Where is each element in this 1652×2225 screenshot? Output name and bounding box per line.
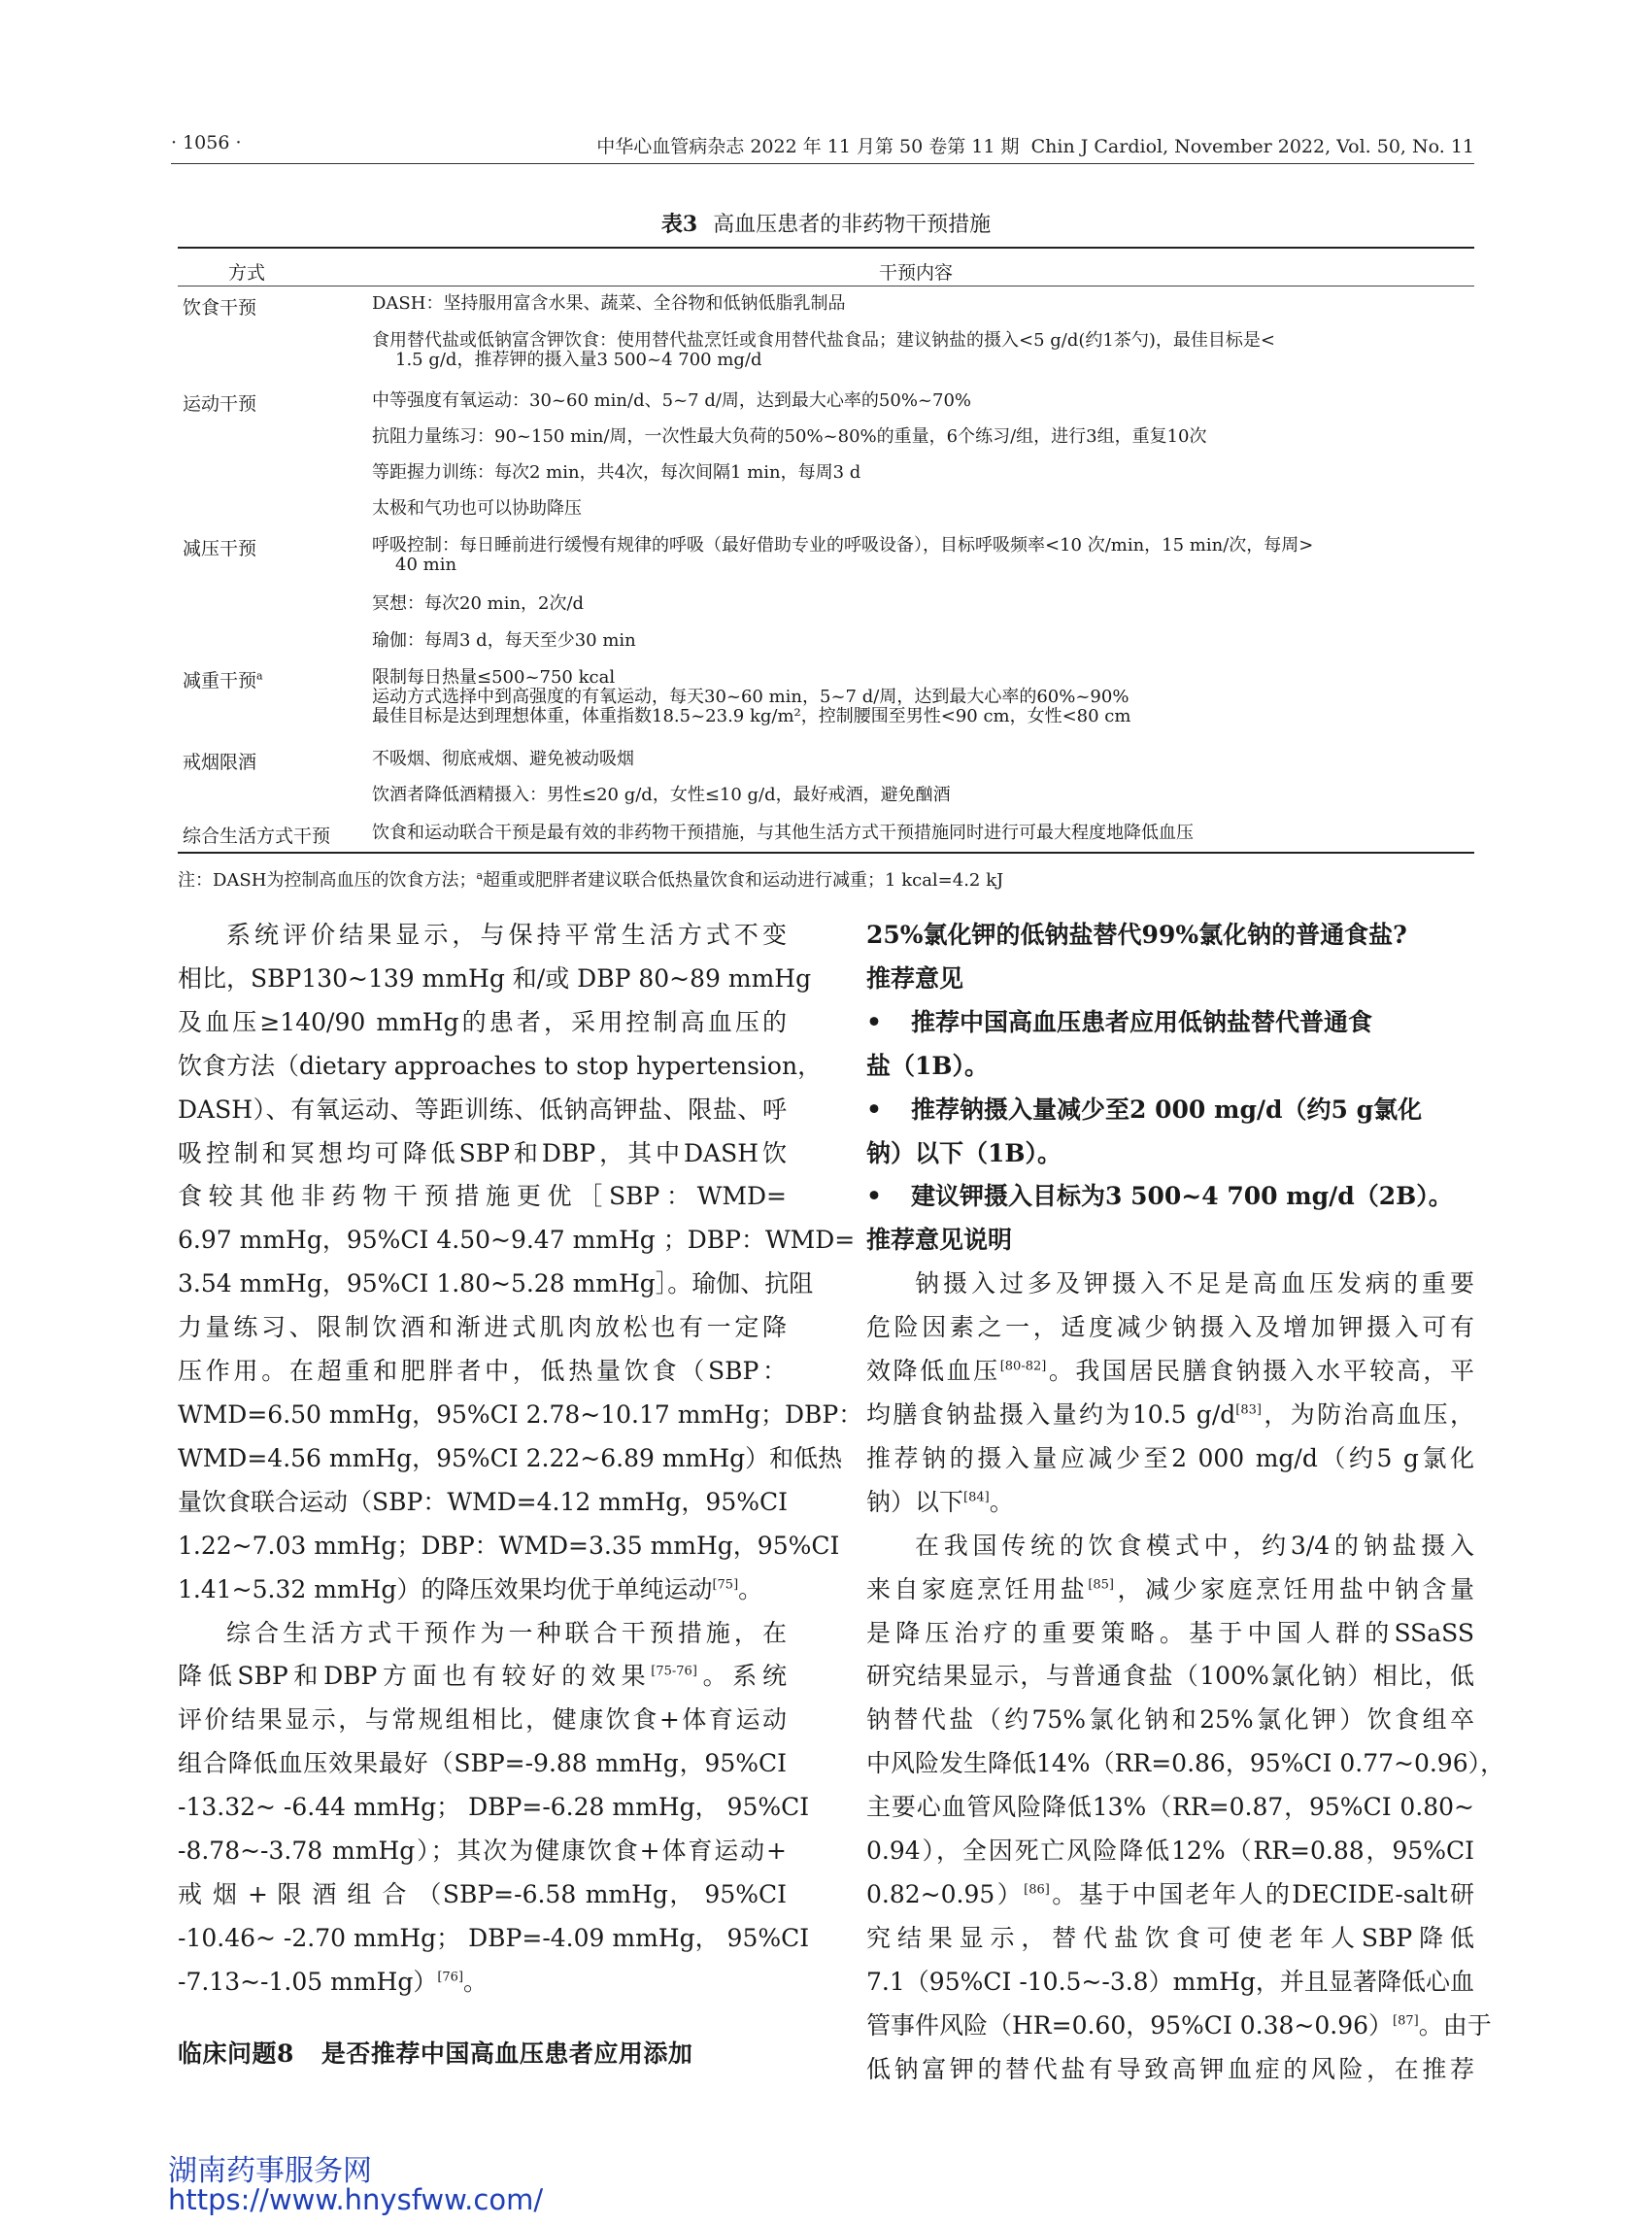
- citation: [87]: [1393, 2013, 1419, 2029]
- table-cell: 瑜伽：每周3 d，每天至少30 min: [372, 630, 636, 651]
- table-cell: 食用替代盐或低钠富含钾饮食：使用替代盐烹饪或食用替代盐食品；建议钠盐的摄入<5 g/d(约1茶勺)，最佳目标是< 1.5 g/d，推荐钾的摄入量3 500~4 700 mg/d: [372, 330, 1275, 370]
- table-cell: 中等强度有氧运动：30~60 min/d、5~7 d/周，达到最大心率的50%~70%: [372, 390, 972, 411]
- table-row-category: 戒烟限酒: [183, 752, 257, 773]
- watermark-url[interactable]: https://www.hnysfww.com/: [168, 2183, 544, 2216]
- citation: [85]: [1088, 1577, 1114, 1593]
- recommendation-item: • 推荐中国高血压患者应用低钠盐替代普通食: [866, 1007, 1373, 1036]
- table-cell: 等距握力训练：每次2 min，共4次，每次间隔1 min，每周3 d: [372, 462, 861, 483]
- table-cell: 冥想：每次20 min，2次/d: [372, 593, 585, 614]
- header-rule: [171, 163, 1474, 164]
- table-cell: DASH：坚持服用富含水果、蔬菜、全谷物和低钠低脂乳制品: [372, 293, 846, 314]
- table-cell: 饮食和运动联合干预是最有效的非药物干预措施，与其他生活方式干预措施同时进行可最大程度地降低血压: [372, 823, 1194, 843]
- paragraph: 系统评价结果显示，与保持平常生活方式不变 相比，SBP130~139 mmHg 和/或 DBP 80~89 mmHg 及血压≥140/90 mmHg的患者，采用控制高血压的 饮食方法（dietary approaches to stop hypertension， DASH）、有氧运动、等距训练、低钠高钾盐、限盐、呼 吸控制和冥想均可降低SBP和DBP，其中DASH饮 食较其他非药物干预措施更优［SBP：WMD= 6.97 mmHg，95%CI 4.50~9.47 mmHg ；DBP：WMD= 3.54 mmHg，95%CI 1.80~5.28 mmHg］。瑜伽、抗阻 力量练习、限制饮酒和渐进式肌肉放松也有一定降 压作用。在超重和肥胖者中，低热量饮食（SBP： WMD=6.50 mmHg，95%CI 2.78~10.17 mmHg；DBP： WMD=4.56 mmHg，95%CI 2.22~6.89 mmHg）和低热 量饮食联合运动（SBP：WMD=4.12 mmHg，95%CI 1.22~7.03 mmHg；DBP：WMD=3.35 mmHg，95%CI 1.41~5.32 mmHg）的降压效果均优于单纯运动[75]。: [178, 921, 863, 1603]
- page-number: · 1056 ·: [171, 132, 242, 153]
- left-column: [178, 914, 863, 2005]
- table-cell: 抗阻力量练习：90~150 min/周，一次性最大负荷的50%~80%的重量，6个练习/组，进行3组，重复10次: [372, 426, 1207, 447]
- paragraph: 钠摄入过多及钾摄入不足是高血压发病的重要 危险因素之一，适度减少钠摄入及增加钾摄入可有 效降低血压[80-82]。我国居民膳食钠摄入水平较高，平 均膳食钠盐摄入量约为10.5 g/d[83]，为防治高血压， 推荐钠的摄入量应减少至2 000 mg/d（约5 g氯化 钠）以下[84]。: [866, 1269, 1474, 1516]
- table-header-method: 方式: [228, 262, 266, 284]
- citation: [75]: [712, 1577, 739, 1593]
- citation: [83]: [1235, 1402, 1262, 1418]
- clinical-question-heading: 临床问题8 是否推荐中国高血压患者应用添加: [178, 2040, 693, 2068]
- table-cell: 饮酒者降低酒精摄入：男性≤20 g/d，女性≤10 g/d，最好戒酒，避免酗酒: [372, 785, 951, 805]
- table-cell: 太极和气功也可以协助降压: [372, 498, 582, 519]
- right-column: 25%氯化钾的低钠盐替代99%氯化钠的普通食盐? 推荐意见 • 推荐中国高血压患者应用低钠盐替代普通食 盐（1B）。 • 推荐钠摄入量减少至2 000 mg/d（约5 g氯化 钠）以下（1B）。 • 建议钾摄入目标为3 500~4 700 mg/d（2B）。 推荐意见说明 钠摄入过多及钾摄入不足是高血压发病的重要 危险因素之一，适度减少钠摄入及增加钾摄入可有 效降低血压[80-82]。我国居民膳食钠摄入水平较高，平 均膳食钠盐摄入量约为10.5 g/d[83]，为防治高血压， 推荐钠的摄入量应减少至2 000 mg/d（约5 g氯化 钠）以下[84]。 在我国传统的饮食模式中，约3/4的钠盐摄入 来自家庭烹饪用盐[85]，减少家庭烹饪用盐中钠含量 是降压治疗的重要策略。基于中国人群的SSaSS 研究结果显示，与普通食盐（100%氯化钠）相比，低 钠替代盐（约75%氯化钠和25%氯化钾）饮食组卒 中风险发生降低14%（RR=0.86，95%CI 0.77~0.96）， 主要心血管风险降低13%（RR=0.87，95%CI 0.80~ 0.94），全因死亡风险降低12%（RR=0.88，95%CI 0.82~0.95）[86]。基于中国老年人的DECIDE-salt研 究结果显示，替代盐饮食可使老年人SBP降低 7.1（95%CI -10.5~-3.8）mmHg，并且显著降低心血 管事件风险（HR=0.60，95%CI 0.38~0.96）[87]。由于 低钠富钾的替代盐有导致高钾血症的风险，在推荐: [866, 914, 1474, 2091]
- clinical-question-continued: 25%氯化钾的低钠盐替代99%氯化钠的普通食盐?: [866, 921, 1407, 949]
- table-row-category: 运动干预: [183, 393, 257, 415]
- citation: [75-76]: [651, 1665, 697, 1680]
- table-top-rule: [178, 247, 1474, 249]
- citation: [76]: [437, 1970, 464, 1985]
- table-row-category: 饮食干预: [183, 297, 257, 319]
- table-row-category: 综合生活方式干预: [183, 826, 331, 847]
- table-row-category: 减重干预$^a$: [183, 669, 263, 691]
- journal-header: [596, 132, 1474, 158]
- table-title-text: 高血压患者的非药物干预措施: [713, 213, 992, 237]
- citation: [80-82]: [999, 1359, 1047, 1374]
- citation: [84]: [963, 1490, 990, 1505]
- table-note: 注：DASH为控制高血压的饮食方法；$^a$超重或肥胖者建议联合低热量饮食和运动进行减重；1 kcal=4.2 kJ: [178, 869, 1004, 891]
- table-header-rule: [178, 286, 1474, 287]
- recommendation-heading: 推荐意见: [866, 963, 964, 993]
- journal-en: Chin J Cardiol, November 2022, Vol. 50, No. 11: [1030, 136, 1474, 157]
- citation: [86]: [1024, 1882, 1050, 1898]
- table-cell: 呼吸控制：每日睡前进行缓慢有规律的呼吸（最好借助专业的呼吸设备），目标呼吸频率<10 次/min，15 min/次，每周> 40 min: [372, 535, 1314, 575]
- recommendation-item: • 建议钾摄入目标为3 500~4 700 mg/d（2B）。: [866, 1182, 1453, 1211]
- table-cell: 不吸烟、彻底戒烟、避免被动吸烟: [372, 749, 634, 769]
- table-header-content: 干预内容: [879, 262, 954, 284]
- table-title: [0, 208, 1652, 238]
- paragraph: 综合生活方式干预作为一种联合干预措施，在 降低SBP和DBP方面也有较好的效果[75-76]。系统 评价结果显示，与常规组相比，健康饮食+体育运动 组合降低血压效果最好（SBP=-9.88 mmHg，95%CI -13.32~ -6.44 mmHg； DBP=-6.28 mmHg， 95%CI -8.78~-3.78 mmHg）；其次为健康饮食+体育运动+ 戒 烟 + 限 酒 组 合 （SBP=-6.58 mmHg， 95%CI -10.46~ -2.70 mmHg； DBP=-4.09 mmHg， 95%CI -7.13~-1.05 mmHg）[76]。: [178, 1618, 810, 1996]
- recommendation-item: • 推荐钠摄入量减少至2 000 mg/d（约5 g氯化: [866, 1095, 1423, 1124]
- table-number: 表3: [660, 212, 698, 237]
- explanation-heading: 推荐意见说明: [866, 1226, 1013, 1255]
- table-cell: 限制每日热量≤500~750 kcal 运动方式选择中到高强度的有氧运动，每天30~60 min，5~7 d/周，达到最大心率的60%~90% 最佳目标是达到理想体重，体重指数18.5~23.9 kg/m²，控制腰围至男性<90 cm，女性<80 cm: [372, 667, 1131, 726]
- table-row-category: 减压干预: [183, 538, 257, 559]
- watermark-site-name: 湖南药事服务网: [168, 2154, 372, 2188]
- journal-cn: 中华心血管病杂志 2022 年 11 月第 50 卷第 11 期: [596, 136, 1020, 157]
- paragraph: 在我国传统的饮食模式中，约3/4的钠盐摄入 来自家庭烹饪用盐[85]，减少家庭烹饪用盐中钠含量 是降压治疗的重要策略。基于中国人群的SSaSS 研究结果显示，与普通食盐（100%氯化钠）相比，低 钠替代盐（约75%氯化钠和25%氯化钾）饮食组卒 中风险发生降低14%（RR=0.86，95%CI 0.77~0.96）， 主要心血管风险降低13%（RR=0.87，95%CI 0.80~ 0.94），全因死亡风险降低12%（RR=0.88，95%CI 0.82~0.95）[86]。基于中国老年人的DECIDE-salt研 究结果显示，替代盐饮食可使老年人SBP降低 7.1（95%CI -10.5~-3.8）mmHg，并且显著降低心血 管事件风险（HR=0.60，95%CI 0.38~0.96）[87]。由于 低钠富钾的替代盐有导致高钾血症的风险，在推荐: [866, 1531, 1505, 2083]
- table-bottom-rule: [178, 852, 1474, 854]
